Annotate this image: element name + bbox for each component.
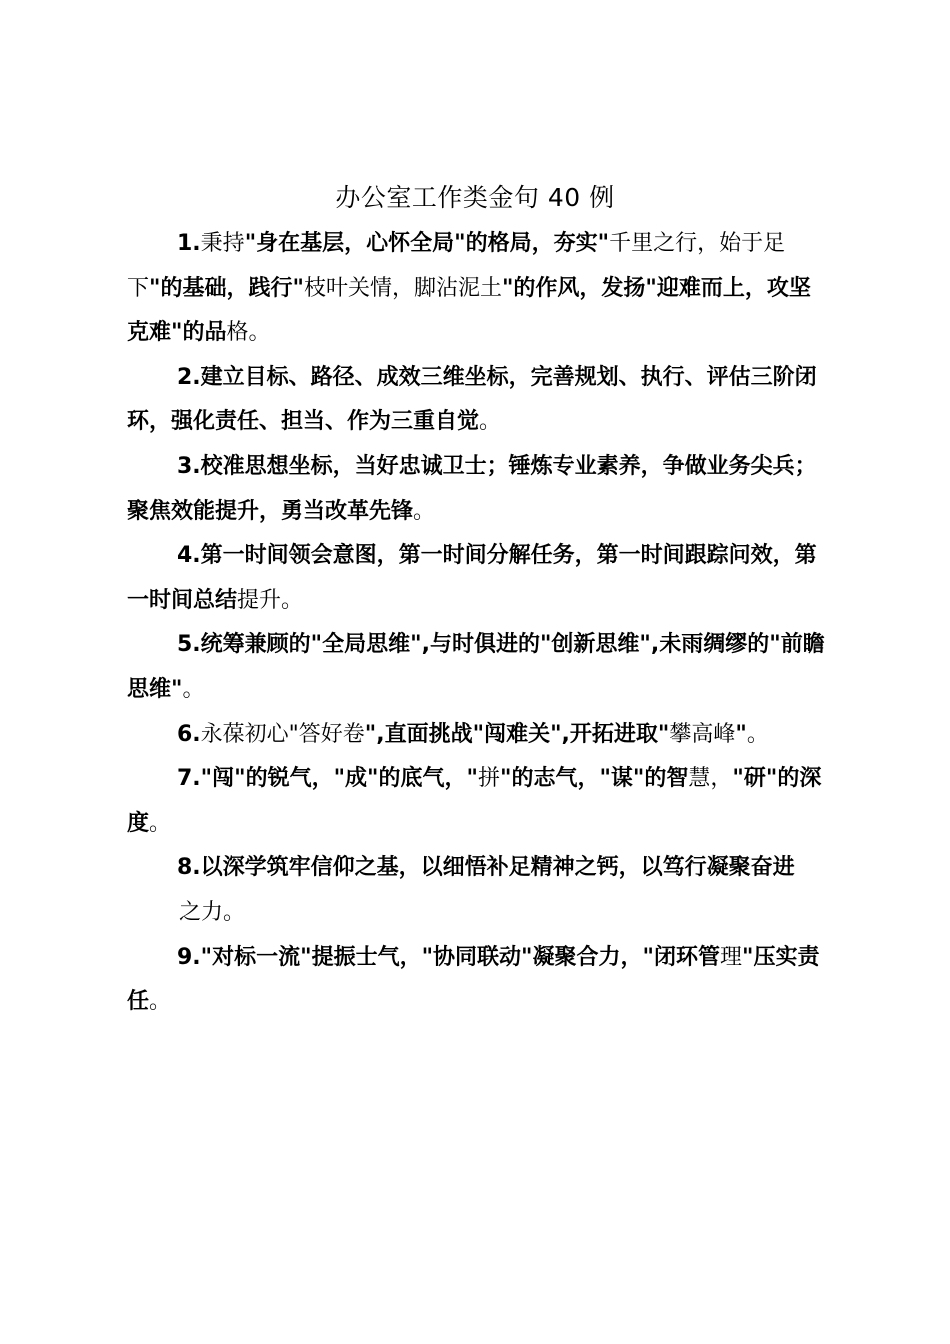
quote-item-3 [127,445,827,534]
quote-item-2 [127,356,827,445]
document-body [127,222,827,1025]
text-run: 1. [177,231,201,256]
text-run: "的作风，发扬"迎难而上，攻坚克难"的品 [127,275,811,346]
text-run: 8.以深学筑牢信仰之基，以细悟补足精神之钙，以笃行凝聚奋进 [177,855,795,881]
quote-item-4 [127,534,827,623]
text-run: 。 [149,810,172,836]
text-run: 7."闯"的锐气，"成"的底气，" [177,766,478,792]
text-run: 千里之行，始于足下 [127,231,786,301]
text-run: "的基础，践行" [149,275,304,301]
text-run: 提升。 [237,587,304,613]
quote-item-9 [127,936,827,1025]
quote-item-8-continuation [127,891,827,936]
text-run: 6. [177,721,201,747]
text-run: 2.建立目标、路径、成效三维坐标，完善规划、执行、评估三阶闭环，强化责任、担当、作为三重自觉 [127,364,817,435]
text-run: 攀高峰 [669,721,736,747]
text-run: 5.统筹兼顾的"全局思维",与时俱进的"创新思维",未雨绸缪的"前瞻思维" [127,632,825,702]
quote-item-6 [127,713,827,758]
text-run: " [735,721,747,747]
text-run: 。 [149,989,172,1015]
text-run: 永葆初心"答好卷 [200,721,365,747]
text-run: 4.第一时间领会意图，第一时间分解任务，第一时间跟踪问效，第一时间总结 [127,543,817,613]
text-run: 。 [182,676,205,702]
text-run: 之力。 [179,899,246,925]
text-run: 。 [479,409,502,435]
text-run: 理 [719,944,742,970]
quote-item-7 [127,757,827,846]
document-title: 办公室工作类金句 40 例 [335,183,615,212]
text-run: 3.校准思想坐标，当好忠诚卫士；锤炼专业素养，争做业务尖兵；聚焦效能提升，勇当改革先锋 [127,453,817,524]
text-run: 9."对标一流"提振士气，"协同联动"凝聚合力，"闭环管 [177,944,720,970]
text-run: 拼 [477,766,500,792]
text-run: "压实责任 [127,944,820,1015]
text-run: "研"的深度 [127,766,822,836]
text-run: 格。 [226,320,271,346]
text-run: 枝叶关情，脚沾泥土 [303,275,502,301]
quote-item-5 [127,623,827,712]
quote-item-1 [127,222,827,356]
text-run: 。 [746,721,769,747]
text-run: ",直面挑战"闯难关",开拓进取" [364,721,670,747]
text-run: "的志气，"谋"的智 [500,766,689,792]
text-run: 秉持 [200,231,245,256]
text-run: "身在基层，心怀全局"的格局，夯实" [244,231,610,256]
text-run: 慧， [688,766,733,792]
quote-item-8 [127,846,827,891]
text-run: 。 [413,498,436,524]
